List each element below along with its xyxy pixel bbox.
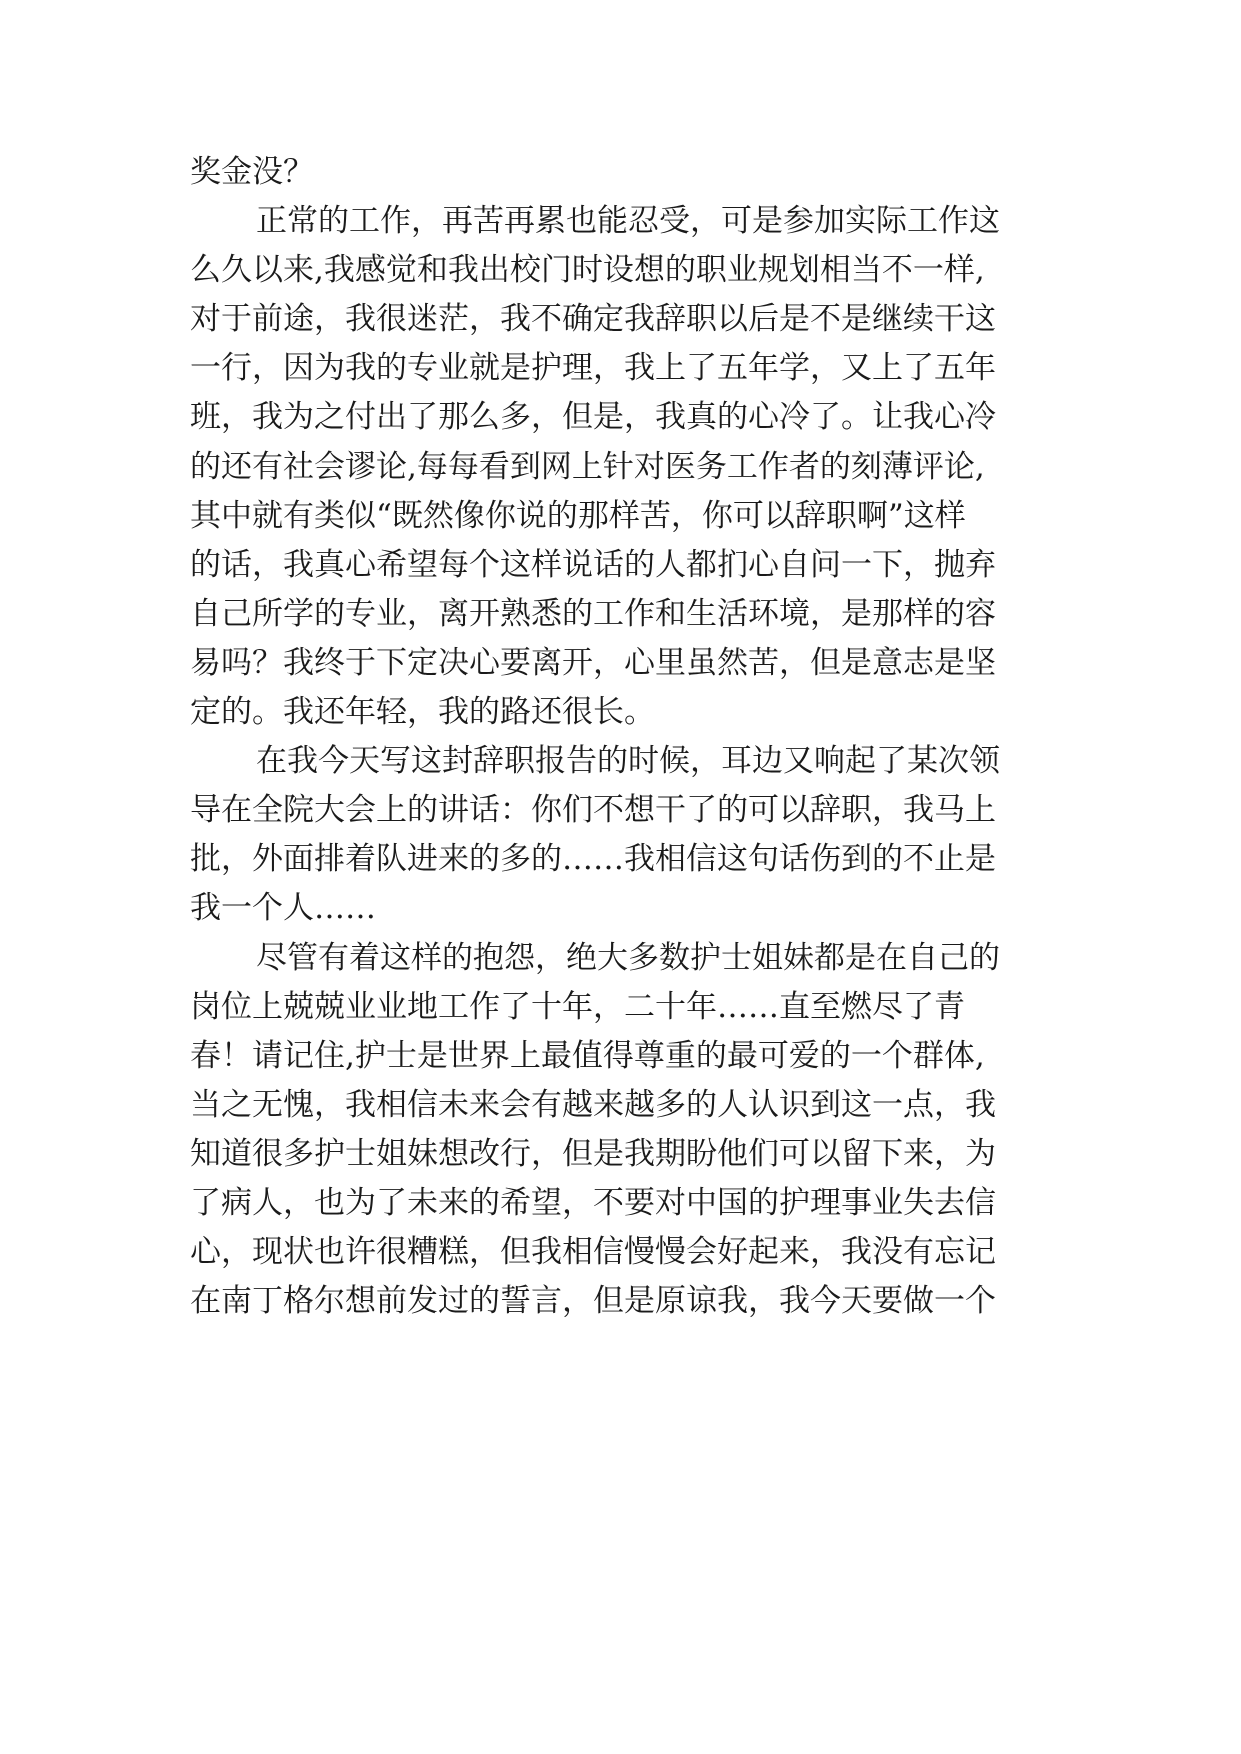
text-line: 了病人，也为了未来的希望，不要对中国的护理事业失去信 xyxy=(190,1184,996,1221)
text-line: 奖金没？ xyxy=(190,154,314,190)
text-line: 一行，因为我的专业就是护理，我上了五年学，又上了五年 xyxy=(190,350,996,387)
paragraph-start-line: 尽管有着这样的抱怨，绝大多数护士姐妹都是在自己的 xyxy=(256,939,1000,976)
text-line: 心，现状也许很糟糕，但我相信慢慢会好起来，我没有忘记 xyxy=(190,1234,996,1271)
text-line: 岗位上兢兢业业地工作了十年，二十年……直至燃尽了青 xyxy=(190,988,965,1025)
text-line: 么久以来,我感觉和我出校门时设想的职业规划相当不一样, xyxy=(190,252,985,289)
text-line: 易吗？我终于下定决心要离开，心里虽然苦，但是意志是坚 xyxy=(190,644,996,681)
paragraph-start-line: 正常的工作，再苦再累也能忍受，可是参加实际工作这 xyxy=(256,203,1000,240)
text-line: 班，我为之付出了那么多，但是，我真的心冷了。让我心冷 xyxy=(190,399,996,436)
text-line: 我一个人…… xyxy=(190,890,376,927)
text-line: 在南丁格尔想前发过的誓言，但是原谅我，我今天要做一个 xyxy=(190,1283,996,1320)
text-line: 对于前途，我很迷茫，我不确定我辞职以后是不是继续干这 xyxy=(190,301,996,338)
text-line: 知道很多护士姐妹想改行，但是我期盼他们可以留下来，为 xyxy=(190,1135,996,1172)
text-line: 导在全院大会上的讲话：你们不想干了的可以辞职，我马上 xyxy=(190,792,996,829)
text-line: 当之无愧，我相信未来会有越来越多的人认识到这一点，我 xyxy=(190,1086,996,1123)
text-line: 定的。我还年轻，我的路还很长。 xyxy=(190,694,655,731)
text-line: 的还有社会谬论,每每看到网上针对医务工作者的刻薄评论, xyxy=(190,448,985,485)
body-text xyxy=(190,148,1070,1326)
text-line: 其中就有类似“既然像你说的那样苦，你可以辞职啊”这样 xyxy=(190,497,966,534)
text-line: 的话，我真心希望每个这样说话的人都扪心自问一下，抛弃 xyxy=(190,546,996,583)
text-line: 春！请记住,护士是世界上最值得尊重的最可爱的一个群体, xyxy=(190,1037,985,1074)
text-line: 批，外面排着队进来的多的……我相信这句话伤到的不止是 xyxy=(190,841,996,878)
text-line: 自己所学的专业，离开熟悉的工作和生活环境，是那样的容 xyxy=(190,595,996,632)
paragraph-start-line: 在我今天写这封辞职报告的时候，耳边又响起了某次领 xyxy=(256,743,1000,780)
